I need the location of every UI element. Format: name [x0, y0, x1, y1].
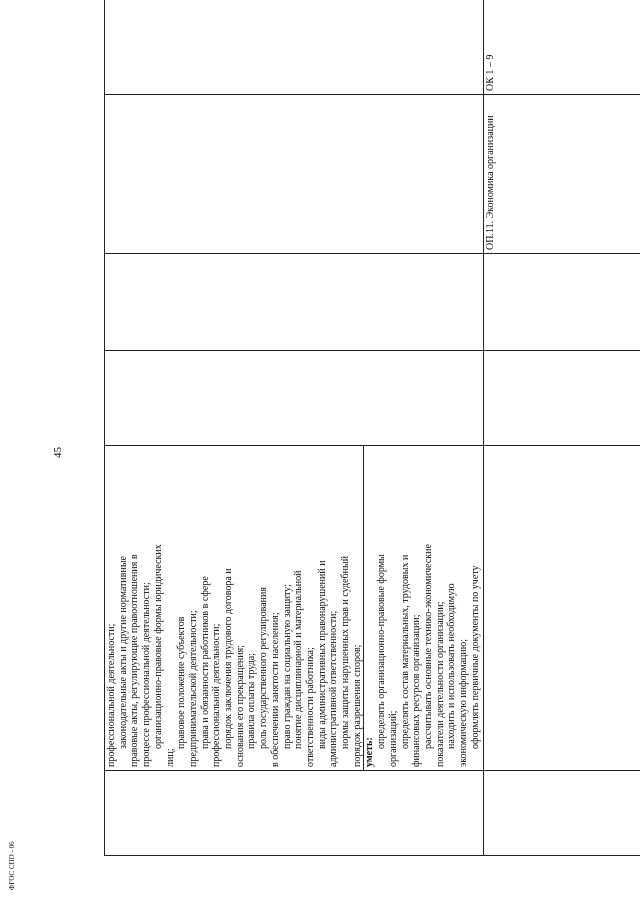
requirement-line: права и обязанности работников в сфере [199, 576, 211, 749]
requirement-line: основания его прекращения; [234, 645, 246, 767]
curriculum-table [104, 0, 640, 856]
requirement-line: организаций; [387, 710, 399, 767]
requirement-line: административной ответственности; [328, 610, 340, 767]
hours-cell [105, 254, 484, 351]
requirement-line: определять организационно-правовые формы [376, 554, 388, 749]
requirement-line: правовое положение субъектов [176, 616, 188, 749]
requirement-line: лиц; [164, 748, 176, 767]
requirement-line: профессиональной деятельности; [211, 623, 223, 767]
requirement-line: показатели деятельности организации; [434, 601, 446, 767]
requirement-line: виды административных правонарушений и [316, 560, 328, 749]
hours-cell [105, 351, 484, 446]
requirement-line: в обеспечении занятости населения; [269, 612, 281, 767]
curriculum-table-rotated [104, 38, 619, 856]
requirement-line: нормы защиты нарушенных прав и судебный [340, 555, 352, 749]
requirement-line: профессиональной деятельности; [106, 623, 117, 767]
requirements-list [106, 449, 363, 767]
page-number: 45 [52, 447, 64, 458]
requirements-cell-empty [483, 446, 640, 771]
requirement-line: финансовых ресурсов организации; [411, 614, 423, 767]
requirement-line: находить и использовать необходимую [446, 583, 458, 749]
requirements-heading: уметь: [364, 737, 376, 767]
competencies-cell [105, 0, 484, 95]
module-cell: ОП.11. Экономика организации [483, 95, 640, 254]
hours-cell [483, 254, 640, 351]
requirement-line: рассчитывать основные технико-экономические [422, 544, 434, 749]
requirement-line: порядок разрешения споров; [351, 644, 363, 767]
requirement-line: определять состав материальных, трудовых и [399, 554, 411, 749]
requirement-line: ответственности работника; [304, 647, 316, 767]
requirement-line: роль государственного регулирования [258, 587, 270, 749]
requirement-line: правовые акты, регулирующие правоотношения в [129, 554, 141, 767]
requirement-line: правила оплаты труда; [246, 653, 258, 749]
requirements-cell [105, 446, 484, 771]
requirement-line: законодательные акты и другие нормативные [117, 556, 129, 749]
code-cell [105, 771, 484, 856]
table-row [483, 0, 640, 856]
code-cell [483, 771, 640, 856]
module-cell [105, 95, 484, 254]
requirements-list [376, 449, 481, 767]
table-row [105, 0, 484, 856]
requirement-line: оформлять первичные документы по учету [469, 565, 481, 749]
hours-cell [483, 351, 640, 446]
requirement-line: предпринимательской деятельности; [187, 610, 199, 767]
footer-code: ФГОС СПО - 06 [8, 841, 16, 890]
requirement-line: экономическую информацию; [458, 638, 470, 767]
requirement-line: право граждан на социальную защиту; [281, 584, 293, 749]
requirement-line: понятие дисциплинарной и материальной [293, 570, 305, 749]
requirement-line: процессе профессиональной деятельности; [141, 582, 153, 767]
competencies-cell: ОК 1 – 9 [483, 0, 640, 95]
requirement-line: порядок заключения трудового договора и [223, 568, 235, 749]
requirement-line: организационно-правовые формы юридических [152, 544, 164, 749]
